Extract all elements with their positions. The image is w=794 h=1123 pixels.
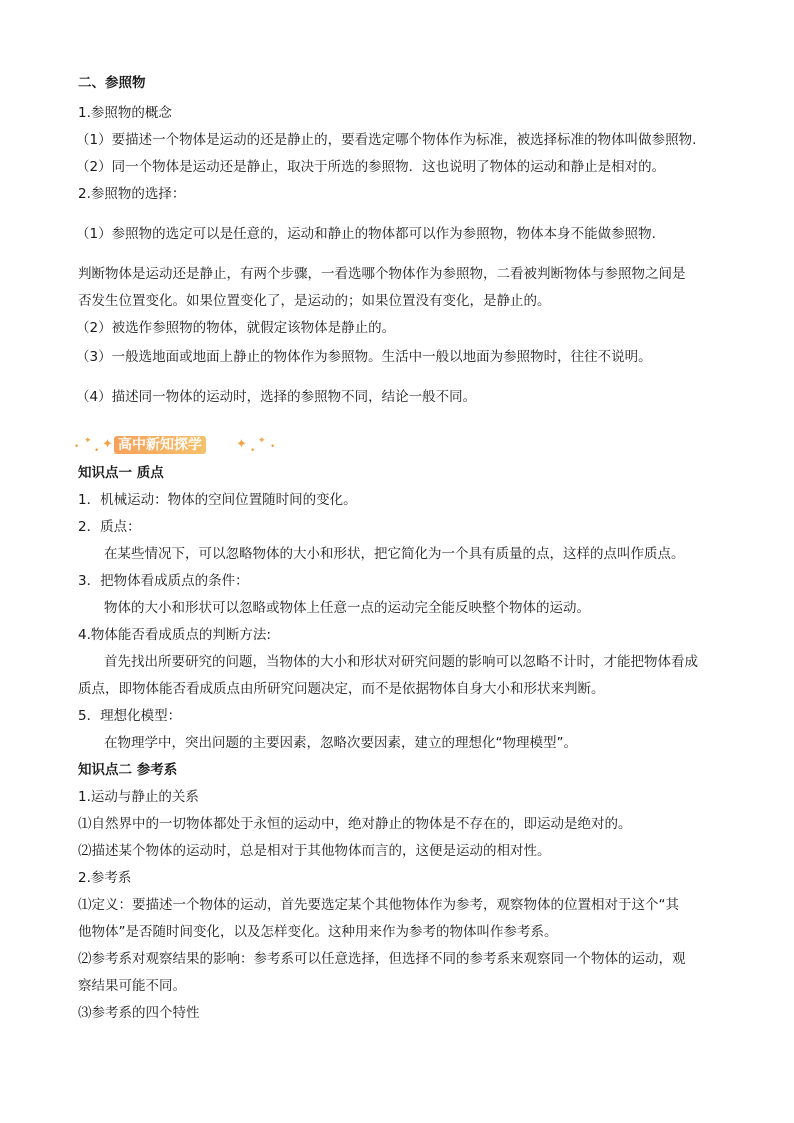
point-one-item-2-text: 在某些情况下，可以忽略物体的大小和形状，把它简化为一个具有质量的点，这样的点叫作质点。 <box>104 546 685 562</box>
judge-paragraph-line-2: 否发生位置变化。如果位置变化了，是运动的；如果位置没有变化，是静止的。 <box>78 293 551 309</box>
star-icon: ✦ <box>102 437 113 452</box>
choice-item-3: （3）一般选地面或地面上静止的物体作为参照物。生活中一般以地面为参照物时，往往不说明。 <box>76 349 652 365</box>
point-two-sub-2-b-line-1: ⑵参考系对观察结果的影响：参考系可以任意选择，但选择不同的参考系来观察同一个物体的运动，观 <box>78 951 686 967</box>
point-one-item-3-text: 物体的大小和形状可以忽略或物体上任意一点的运动完全能反映整个物体的运动。 <box>104 600 590 616</box>
choice-item-2: （2）被选作参照物的物体，就假定该物体是静止的。 <box>76 320 396 336</box>
section-heading-reference: 二、参照物 <box>78 75 146 91</box>
choice-title: 2.参照物的选择： <box>78 186 186 202</box>
concept-item-2: （2）同一个物体是运动还是静止，取决于所选的参照物．这也说明了物体的运动和静止是相对的。 <box>76 159 666 175</box>
point-one-item-3: 3．把物体看成质点的条件： <box>78 573 249 589</box>
choice-item-1: （1）参照物的选定可以是任意的，运动和静止的物体都可以作为参照物，物体本身不能做参照物. <box>76 226 656 242</box>
dot-decoration-icon: • <box>94 446 100 456</box>
point-two-sub-2-a-line-1: ⑴定义：要描述一个物体的运动，首先要选定某个其他物体作为参考，观察物体的位置相对于这个“其 <box>78 897 679 913</box>
point-two-sub-1: 1.运动与静止的关系 <box>78 789 199 805</box>
concept-title: 1.参照物的概念 <box>78 105 172 121</box>
dot-decoration-icon: • <box>270 442 276 452</box>
point-one-item-4-text-line-2: 质点，即物体能否看成质点由所研究问题决定，而不是依据物体自身大小和形状来判断。 <box>78 681 605 697</box>
section-banner <box>70 432 280 458</box>
point-two-sub-2-b-line-2: 察结果可能不同。 <box>78 978 186 994</box>
dot-decoration-icon: • <box>74 442 80 452</box>
point-two-sub-1-a: ⑴自然界中的一切物体都处于永恒的运动中，绝对静止的物体是不存在的，即运动是绝对的。 <box>78 816 632 832</box>
judge-paragraph-line-1: 判断物体是运动还是静止，有两个步骤，一看选哪个物体作为参照物，二看被判断物体与参照物之间是 <box>78 266 686 282</box>
point-one-item-5: 5．理想化模型： <box>78 708 182 724</box>
point-one-item-5-text: 在物理学中，突出问题的主要因素，忽略次要因素，建立的理想化“物理模型”。 <box>104 735 577 751</box>
point-one-item-4: 4.物体能否看成质点的判断方法: <box>78 627 271 643</box>
point-one-item-4-text-line-1: 首先找出所要研究的问题，当物体的大小和形状对研究问题的影响可以忽略不计时，才能把物体看成 <box>104 654 698 670</box>
point-one-item-1: 1．机械运动：物体的空间位置随时间的变化。 <box>78 492 357 508</box>
dot-decoration-icon: • <box>250 446 256 456</box>
star-icon: ✦ <box>236 437 247 452</box>
concept-item-1: （1）要描述一个物体是运动的还是静止的，要看选定哪个物体作为标准，被选择标准的物体叫做参照物. <box>76 132 697 148</box>
point-two-sub-2-c: ⑶参考系的四个特性 <box>78 1005 200 1021</box>
point-two-sub-2: 2.参考系 <box>78 870 132 886</box>
sparkle-icon: ✦ <box>258 436 266 446</box>
choice-item-4: （4）描述同一物体的运动时，选择的参照物不同，结论一般不同。 <box>76 389 477 405</box>
point-two-sub-2-a-line-2: 他物体”是否随时间变化，以及怎样变化。这种用来作为参考的物体叫作参考系。 <box>78 924 558 940</box>
point-one-item-2: 2．质点： <box>78 519 141 535</box>
point-two-sub-1-b: ⑵描述某个物体的运动时，总是相对于其他物体而言的，这便是运动的相对性。 <box>78 843 551 859</box>
sparkle-icon: ✦ <box>84 436 92 446</box>
point-two-heading: 知识点二 参考系 <box>78 762 178 778</box>
banner-title: 高中新知探学 <box>114 436 206 454</box>
point-one-heading: 知识点一 质点 <box>78 465 164 481</box>
